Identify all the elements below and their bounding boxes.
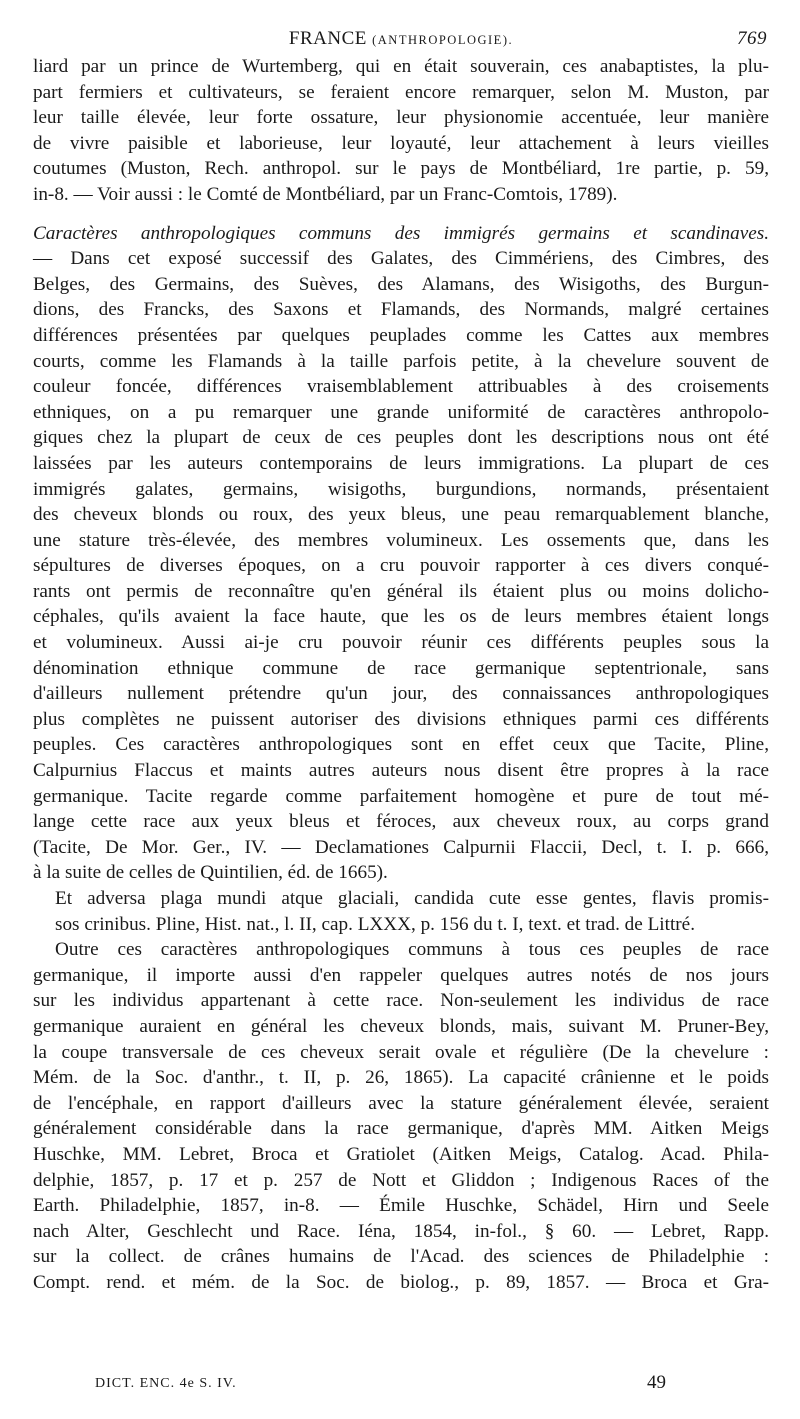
text-line: courts, comme les Flamands à la taille parfois petite, à la chevelure souvent de xyxy=(33,350,769,372)
section-gap xyxy=(33,208,769,221)
text-line: de vivre paisible et laborieuse, leur loyauté, leur attachement à leurs vieilles xyxy=(33,132,769,154)
text-line: liard par un prince de Wurtemberg, qui en était souverain, ces anabaptistes, la plu- xyxy=(33,56,769,77)
text-line: plus complètes ne puissent autoriser des divisions ethniques parmi ces différents xyxy=(33,708,769,730)
text-line: part fermiers et cultivateurs, se feraient encore remarquer, selon M. Muston, par xyxy=(33,81,769,103)
text-line: rants ont permis de reconnaître qu'en général ils étaient plus ou moins dolicho- xyxy=(33,580,769,602)
text-line: lange cette race aux yeux bleus et féroces, aux cheveux roux, au corps grand xyxy=(33,811,769,833)
text-line: laissées par les auteurs contemporains de leurs immigrations. La plupart de ces xyxy=(33,452,769,474)
header-title-line xyxy=(33,28,769,50)
document-page xyxy=(33,20,769,1405)
text-line: et volumineux. Aussi ai-je cru pouvoir réunir ces différents peuples sous la xyxy=(33,632,769,654)
text-line: (Tacite, De Mor. Ger., IV. — Declamationes Calpurnii Flaccii, Decl, t. I. p. 666, xyxy=(33,836,769,858)
text-line: leur taille élevée, leur forte ossature, leur physionomie accentuée, leur manière xyxy=(33,107,769,129)
text-line: à la suite de celles de Quintilien, éd. de 1665). xyxy=(33,862,388,884)
paragraph-2 xyxy=(33,221,769,886)
text-line: généralement considérable dans la race germanique, d'après MM. Aitken Meigs xyxy=(33,1118,769,1140)
text-line: peuples. Ces caractères anthropologiques sont en effet ceux que Tacite, Pline, xyxy=(33,734,769,756)
text-line: — Dans cet exposé successif des Galates, des Cimmériens, des Cimbres, des xyxy=(33,248,769,270)
paragraph-1 xyxy=(33,54,769,208)
paragraph-3-quotation xyxy=(33,886,769,937)
text-line: nach Alter, Geschlecht und Race. Iéna, 1854, in-fol., § 60. — Lebret, Rapp. xyxy=(33,1220,769,1242)
page-footer xyxy=(33,1370,769,1400)
text-line: Et adversa plaga mundi atque glaciali, candida cute esse gentes, flavis promis- xyxy=(55,888,769,909)
text-line: germanique. Tacite regarde comme parfaitement homogène et pure de tout mé- xyxy=(33,785,769,807)
paragraph-4 xyxy=(33,937,769,1295)
text-line: dénomination ethnique commune de race germanique septentrionale, sans xyxy=(33,657,769,679)
text-line: immigrés galates, germains, wisigoths, burgundions, normands, présentaient xyxy=(33,478,769,500)
text-line: germanique, il importe aussi d'en rappeler quelques autres notés de nos jours xyxy=(33,964,769,986)
text-line: une stature très-élevée, des membres volumineux. Les ossements que, dans les xyxy=(33,529,769,551)
section-heading: Caractères anthropologiques communs des immigrés germains et scandinaves. xyxy=(33,222,769,244)
text-line: Outre ces caractères anthropologiques communs à tous ces peuples de race xyxy=(55,939,769,961)
page-number: 769 xyxy=(737,28,767,49)
text-line: sépultures de diverses époques, on a cru pouvoir rapporter à ces divers conqué- xyxy=(33,555,769,577)
header-subtitle: (ANTHROPOLOGIE). xyxy=(372,33,514,47)
text-line: Huschke, MM. Lebret, Broca et Gratiolet (Aitken Meigs, Catalog. Acad. Phila- xyxy=(33,1143,769,1165)
text-line: la coupe transversale de ces cheveux serait ovale et régulière (De la chevelure : xyxy=(33,1041,769,1063)
text-line: de l'encéphale, en rapport d'ailleurs avec la stature généralement élevée, seraient xyxy=(33,1092,769,1114)
text-line: céphales, qu'ils avaient la face haute, que les os de leurs membres étaient longs xyxy=(33,606,769,628)
text-line: des cheveux blonds ou roux, des yeux bleus, une peau remarquablement blanche, xyxy=(33,504,769,526)
text-line: delphie, 1857, p. 17 et p. 257 de Nott et Gliddon ; Indigenous Races of the xyxy=(33,1169,769,1191)
text-line: sur les individus appartenant à cette race. Non-seulement les individus de race xyxy=(33,990,769,1012)
text-line: dions, des Francks, des Saxons et Flamands, des Normands, malgré certaines xyxy=(33,299,769,321)
text-line: sur la collect. de crânes humains de l'Acad. des sciences de Philadelphie : xyxy=(33,1246,769,1268)
text-line: Belges, des Germains, des Suèves, des Alamans, des Wisigoths, des Burgun- xyxy=(33,273,769,295)
text-line: ethniques, on a pu remarquer une grande uniformité de caractères anthropolo- xyxy=(33,401,769,423)
text-line: Earth. Philadelphie, 1857, in-8. — Émile Huschke, Schädel, Hirn und Seele xyxy=(33,1195,769,1217)
running-header xyxy=(33,20,769,54)
text-line: couleur foncée, différences vraisemblablement attribuables à des croisements xyxy=(33,376,769,398)
signature-mark: DICT. ENC. 4e S. IV. xyxy=(95,1376,237,1391)
text-line: Mém. de la Soc. d'anthr., t. II, p. 26, 1865). La capacité crânienne et le poids xyxy=(33,1067,769,1089)
sheet-number: 49 xyxy=(647,1372,666,1393)
header-title: FRANCE xyxy=(288,28,367,49)
body-text xyxy=(33,54,769,1296)
text-line: Compt. rend. et mém. de la Soc. de biolog., p. 89, 1857. — Broca et Gra- xyxy=(33,1271,769,1293)
text-line: giques chez la plupart de ceux de ces peuples dont les descriptions nous ont été xyxy=(33,427,769,449)
text-line: coutumes (Muston, Rech. anthropol. sur le pays de Montbéliard, 1re partie, p. 59, xyxy=(33,158,769,180)
text-line: in-8. — Voir aussi : le Comté de Montbéliard, par un Franc-Comtois, 1789). xyxy=(33,183,618,205)
text-line: différences présentées par quelques peuplades comme les Cattes aux membres xyxy=(33,324,769,346)
text-line: Calpurnius Flaccus et maints autres auteurs nous disent être propres à la race xyxy=(33,760,769,782)
text-line: d'ailleurs nullement prétendre qu'un jour, des connaissances anthropologiques xyxy=(33,683,769,705)
text-line: germanique auraient en général les cheveux blonds, mais, suivant M. Pruner-Bey, xyxy=(33,1015,769,1037)
text-line: sos crinibus. Pline, Hist. nat., l. II, cap. LXXX, p. 156 du t. I, text. et trad. de Littré. xyxy=(55,913,695,935)
